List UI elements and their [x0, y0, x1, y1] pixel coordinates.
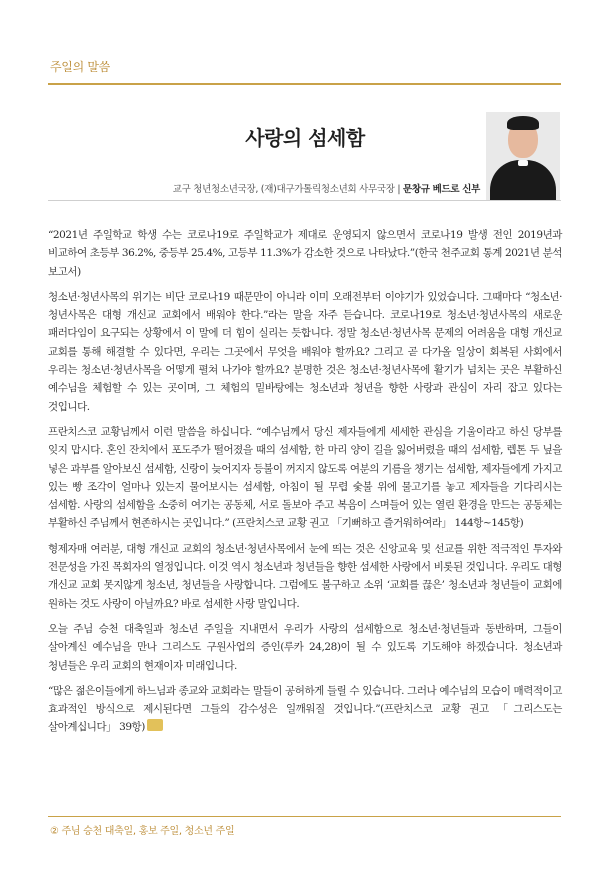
paragraph-text: “많은 젊은이들에게 하느님과 종교와 교회라는 말들이 공허하게 들릴 수 있습니다. 그러나 예수님의 모습이 매력적이고 효과적인 방식으로 제시된다면 그들의 감수성은 일깨워질 것입니다.”(프란치스코 교황 권고 「그리스도는 살아계십니다」 39항) [48, 684, 562, 734]
photo-hair [507, 116, 539, 130]
paragraph: 오늘 주님 승천 대축일과 청소년 주일을 지내면서 우리가 사랑의 섬세함으로 청소년·청년들과 동반하며, 그들이 살아계신 예수님을 만나 그리스도 구원사업의 증인(루카 24,28)이 될 수 있도록 기도해야 하겠습니다. 청소년과 청년들은 우리 교회의 현재이자 미래입니다. [48, 622, 562, 672]
title-rule [48, 200, 561, 201]
paragraph: 프란치스코 교황님께서 이런 말씀을 하십니다. “예수님께서 당신 제자들에게 세세한 관심을 기울이라고 하신 당부를 잊지 맙시다. 혼인 잔치에서 포도주가 떨어졌을 때의 섬세함, 한 마리 양이 길을 잃어버렸을 때의 섬세함, 렙톤 두 닢을 넣은 과부를 알아보신 섬세함, 신랑이 늦어지자 등불이 꺼지지 않도록 여분의 기름을 챙기는 섬세함, 제자들에게 가지고 있는 빵 조각이 얼마나 있는지 물어보시는 섬세함, 아침이 될 무렵 숯불 위에 물고기를 놓고 제자들을 기다리시는 섬세함. 사랑의 섬세함을 소중히 여기는 공동체, 서로 돌보아 주고 복음이 스며들어 있는 열린 환경을 만드는 공동체는 부활하신 주님께서 현존하시는 곳입니다.” (프란치스코 교황 권고 「기뻐하고 즐거워하여라」 144항~145항) [48, 425, 562, 530]
section-header: 주일의 말씀 [50, 60, 110, 74]
article-title: 사랑의 섬세함 [245, 126, 365, 150]
end-mark-icon [147, 719, 163, 731]
footer-label: ② 주님 승천 대축일, 홍보 주일, 청소년 주일 [50, 826, 235, 837]
photo-collar [518, 160, 528, 166]
paragraph-last [48, 682, 562, 737]
byline-author: 문창규 베드로 신부 [402, 184, 480, 195]
paragraph: “2021년 주일학교 학생 수는 코로나19로 주일학교가 제대로 운영되지 않으면서 코로나19 발생 전인 2019년과 비교하여 초등부 36.2%, 중등부 25.4%, 고등부 11.3%가 감소한 것으로 나타났다.”(한국 천주교회 통계 2021년 분석 보고서) [48, 229, 562, 278]
article-body [48, 226, 562, 744]
byline-affiliation: 교구 청년청소년국장, (재)대구가톨릭청소년회 사무국장 | [172, 184, 403, 195]
header-rule [48, 83, 561, 85]
byline [173, 181, 480, 195]
author-photo [486, 112, 560, 200]
paragraph: 청소년·청년사목의 위기는 비단 코로나19 때문만이 아니라 이미 오래전부터 이야기가 있었습니다. 그때마다 “청소년·청년사목은 대형 개신교 교회에서 배워야 한다.”라는 말을 자주 듣습니다. 코로나19로 청소년·청년사목의 새로운 패러다임이 요구되는 상황에서 이 말에 더 힘이 실리는 듯합니다. 정말 청소년·청년사목 문제의 어려움을 대형 개신교 교회를 통해 해결할 수 있다면, 우리는 그곳에서 무엇을 배워야 할까요? 그리고 곧 다가올 일상이 회복된 사회에서 우리는 청소년·청년사목을 어떻게 펼쳐 나가야 할까요? 분명한 것은 청소년·청년사목에 활기가 넘치는 곳은 부활하신 예수님을 체험할 수 있는 곳이며, 그 체험의 밑바탕에는 청소년과 청년을 향한 사랑과 관심이 자리 잡고 있다는 것입니다. [48, 290, 562, 413]
paragraph: 형제자매 여러분, 대형 개신교 교회의 청소년·청년사목에서 눈에 띄는 것은 신앙교육 및 선교를 위한 적극적인 투자와 전문성을 가진 목회자의 열정입니다. 이것 역시 청소년과 청년들을 향한 섬세한 사랑에서 비롯된 것입니다. 우리도 대형 개신교 교회 못지않게 청소년, 청년들을 사랑합니다. 그럼에도 불구하고 소위 ‘교회를 끊은’ 청소년과 청년들이 교회에 원하는 것도 사랑이 아닐까요? 바로 섬세한 사랑 말입니다. [48, 542, 562, 610]
photo-body [490, 160, 556, 200]
footer-rule [48, 816, 561, 817]
